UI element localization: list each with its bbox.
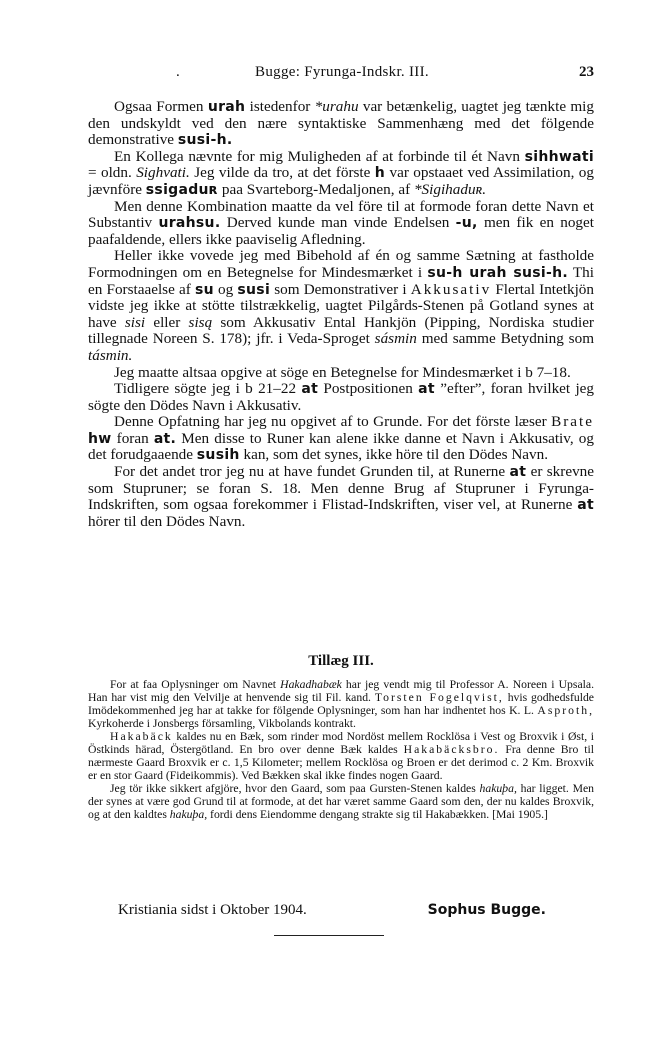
text-run: For det andet tror jeg nu at have fundet Grunden til, at Runerne	[114, 463, 510, 481]
text-run: Men disse to Runer kan alene ikke danne et Navn i Akkusativ, og det forudgaaende	[88, 429, 594, 464]
text-run: For at faa Oplysninger om Navnet	[110, 678, 281, 691]
italic-term: *urahu	[314, 98, 359, 115]
rune-transcription: urah	[207, 99, 246, 115]
text-run: Jeg tör ikke sikkert afgjöre, hvor den Gaard, som paa Gursten-Stenen kaldes	[110, 782, 480, 795]
text-run: som Demonstrativer i	[270, 280, 411, 298]
text-run: Fra denne Bro til nærmeste Gaard Broxvik er c. 1,5 Kilometer; mellem Rocklösa og Broen er det derimod c. 2 Km. Broxvik er en stor Gaard (Fideikommis). Ved Bækken skal ikke findes nogen Gaard.	[88, 743, 594, 782]
text-run: Tidligere sögte jeg i b 21–22	[114, 380, 302, 398]
appendix-heading: Tillæg III.	[308, 653, 374, 669]
text-run: Derved kunde man vinde Endelsen	[220, 214, 456, 232]
signature-line	[88, 902, 594, 922]
italic-term: *Sigihaduʀ.	[413, 180, 487, 198]
rune-transcription: -u,	[455, 215, 478, 232]
text-run: kan, som det synes, ikke höre til den Dödes Navn.	[239, 446, 549, 464]
text-run: Ogsaa Formen	[114, 98, 208, 115]
body-paragraph	[88, 248, 594, 364]
rune-transcription: hw	[88, 430, 112, 447]
spaced-name: Asproth,	[537, 704, 594, 717]
italic-term: tásmin.	[88, 346, 133, 364]
rune-transcription: at	[577, 497, 594, 514]
running-title: Bugge: Fyrunga-Indskr. III.	[255, 64, 429, 80]
italic-term: Hakadhabæk	[280, 678, 342, 691]
text-run: men fik en noget paafaldende, ellers ikke paaviselig Afledning.	[88, 214, 594, 248]
rune-transcription: susi	[237, 281, 271, 298]
rune-transcription: susi-h.	[177, 132, 233, 149]
text-run: som Akkusativ Ental Hankjön (Pipping, Nordiska studier tillegnade Noreen S. 178); jfr. i Veda-Sproget	[88, 313, 594, 348]
spaced-name: Brate	[551, 413, 594, 431]
spaced-name: Torsten Fogelqvist,	[374, 691, 504, 704]
main-body-text	[88, 99, 594, 530]
author-name: Sophus Bugge.	[427, 902, 546, 918]
text-run: Thi en Forstaaelse af	[88, 263, 594, 298]
note-paragraph	[88, 782, 594, 821]
spaced-name: Hakabäcksbro.	[403, 743, 500, 756]
text-run: Jeg vilde da tro, at det förste	[189, 164, 375, 182]
rune-transcription: ssigaduʀ	[145, 181, 219, 198]
italic-term: hakuþa,	[479, 782, 517, 795]
body-paragraph	[88, 365, 594, 382]
body-paragraph	[88, 414, 594, 464]
text-run: Postpositionen	[318, 380, 419, 398]
rune-transcription: sihhwati	[524, 148, 594, 165]
text-run: = oldn.	[88, 164, 137, 182]
italic-term: hakuþa,	[169, 808, 208, 821]
text-run: foran	[111, 429, 154, 447]
text-run: er skrevne som Stupruner; se foran S. 18. Men denne Brug af Stupruner i Fyrunga-Indskriften, som ogsaa forekommer i Flistad-Indskriften, viser vel, at Runerne	[88, 463, 595, 514]
text-run: eller	[145, 313, 189, 331]
text-run: kaldes nu en Bæk, som rinder mod Nordöst mellem Rocklösa i Vest og Broxvik i Øst, i Östkinds härad, Östergötland. En bro over denne Bæk kaldes	[88, 730, 594, 756]
rune-transcription: at	[509, 464, 527, 481]
text-run: Kyrkoherde i Jonsbergs församling, Vikbolands kontrakt.	[88, 717, 356, 730]
text-run: fordi dens Eiendomme dengang strakte sig til Hakabækken. [Mai 1905.]	[207, 808, 548, 821]
text-run: har ligget. Men der synes at være god Grund til at formode, at det har været samme Gaard som den, der nu kaldes Broxvik, og at den kaldtes	[88, 782, 595, 821]
text-run: Flertal Intetkjön vidste jeg ikke at stötte tilstrækkelig, uagtet Pilgårds-Stenen på Gotland synes at have	[88, 280, 594, 331]
note-paragraph	[88, 730, 594, 782]
text-run: ”efter”, foran hvilket jeg sögte den Dödes Navn i Akkusativ.	[88, 380, 594, 414]
rune-transcription: su	[194, 281, 214, 298]
page-number: 23	[579, 64, 594, 80]
rune-transcription: su-h urah susi-h.	[427, 264, 568, 281]
text-run: har jeg vendt mig til Professor A. Noreen i Upsala. Han har vist mig den Velvilje at henvende sig til Fil. kand.	[88, 678, 594, 704]
rune-transcription: susih	[196, 447, 240, 464]
rune-transcription: at.	[153, 430, 177, 447]
text-run: var opstaaet ved Assimilation, og jævnföre	[88, 164, 594, 198]
text-run: med samme Betydning som	[416, 330, 595, 348]
text-run: istedenfor	[245, 98, 315, 115]
rune-transcription: urahsu.	[158, 215, 221, 232]
body-paragraph	[88, 149, 594, 199]
note-paragraph	[88, 678, 594, 730]
place-and-date: Kristiania sidst i Oktober 1904.	[118, 902, 307, 918]
header-dot: .	[176, 64, 180, 80]
body-paragraph	[88, 99, 594, 149]
rune-transcription: h	[374, 165, 386, 182]
italic-term: sisi	[124, 313, 146, 331]
spaced-name: Akkusativ	[410, 280, 492, 298]
spaced-name: Hakabäck	[110, 730, 173, 743]
text-run: hörer til den Dödes Navn.	[88, 512, 246, 530]
appendix-body-text	[88, 678, 594, 821]
running-header	[90, 64, 594, 86]
text-run: hvis godhedsfulde Imödekommenhed jeg har at takke for fölgende Oplysninger, som han har indhentet hos K. L.	[88, 691, 594, 717]
italic-term: sisą	[188, 313, 213, 331]
body-paragraph	[88, 464, 594, 530]
text-run: og	[213, 280, 238, 298]
closing-rule	[274, 935, 384, 936]
rune-transcription: at	[301, 381, 319, 398]
text-run: Heller ikke vovede jeg med Bibehold af én og samme Sætning at fastholde Formodningen om en Betegnelse for Mindesmærket i	[88, 247, 594, 281]
text-run: var betænkelig, uagtet jeg tænkte mig den undskyldt ved den nære syntaktiske Sammenhæng med det fölgende demonstrative	[88, 98, 594, 149]
text-run: Men denne Kombination maatte da vel före til at formode foran dette Navn et Substantiv	[88, 197, 594, 232]
italic-term: Sighvati.	[136, 164, 190, 182]
text-run: Jeg maatte altsaa opgive at söge en Betegnelse for Mindesmærket i b 7–18.	[114, 363, 571, 381]
body-paragraph	[88, 381, 594, 414]
text-run: paa Svarteborg-Medaljonen, af	[218, 180, 414, 198]
italic-term: sásmin	[374, 330, 417, 348]
text-run: Denne Opfatning har jeg nu opgivet af to Grunde. For det förste læser	[114, 413, 552, 431]
text-run: En Kollega nævnte for mig Muligheden af at forbinde til ét Navn	[114, 147, 525, 165]
body-paragraph	[88, 199, 594, 249]
rune-transcription: at	[418, 381, 435, 398]
